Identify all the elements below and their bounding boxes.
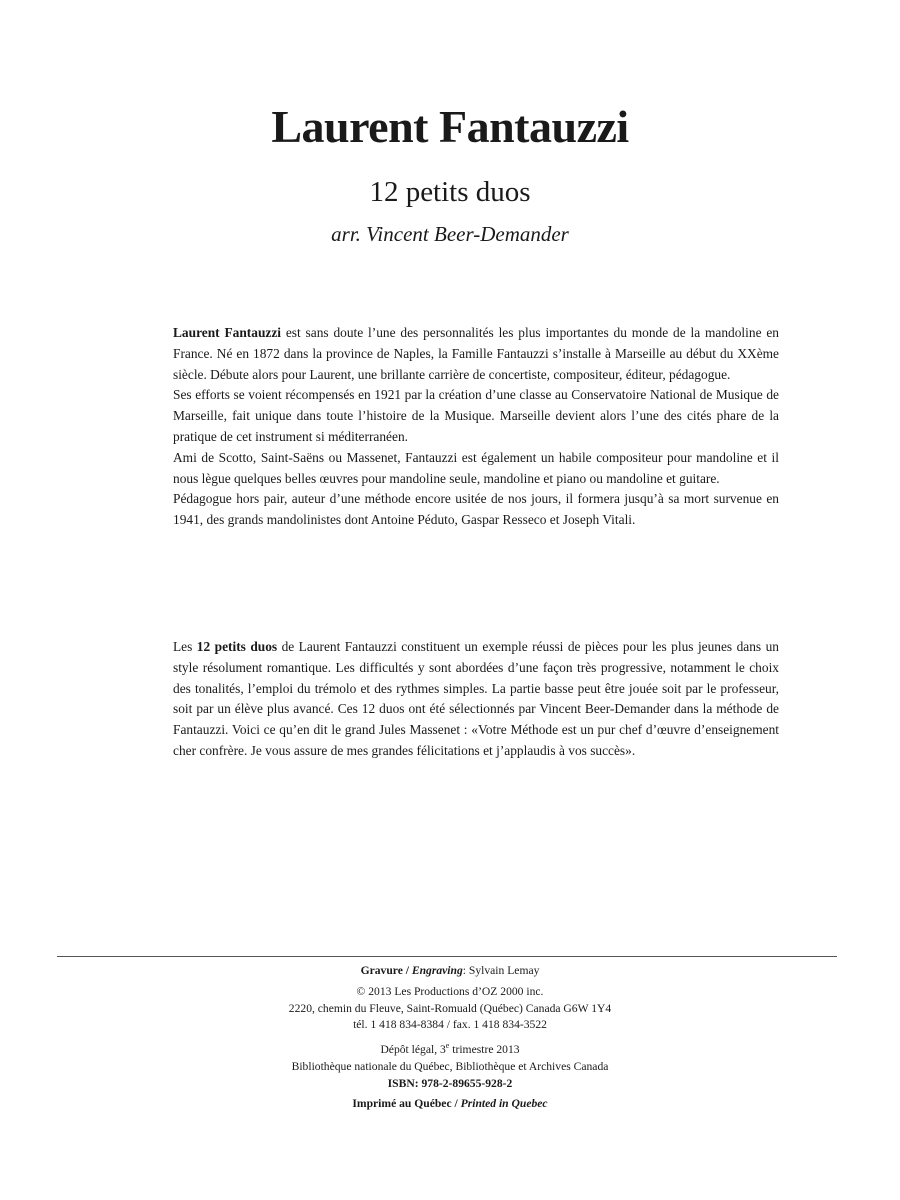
biography-paragraph-3: Ami de Scotto, Saint-Saëns ou Massenet, Fantauzzi est également un habile compositeur pour mandoline et il nous lègue quelques belles œuvres pour mandoline seule, mandoline et piano ou mandoline et guitare. (173, 449, 779, 486)
duos-description (173, 637, 779, 762)
biography-paragraph-2: Ses efforts se voient récompensés en 1921 par la création d’une classe au Conservatoire National de Musique de Marseille, fait unique dans toute l’histoire de la Musique. Marseille devient alors l’une des cités phare de la pratique de cet instrument si méditerranéen. (173, 387, 779, 444)
publisher-address: 2220, chemin du Fleuve, Saint-Romuald (Québec) Canada G6W 1Y4 (288, 1001, 612, 1015)
publisher-phone: tél. 1 418 834-8384 / fax. 1 418 834-3522 (353, 1018, 547, 1032)
biography-text-1: est sans doute l’une des personnalités les plus importantes du monde de la mandoline en France. Né en 1872 dans la province de Naples, la Famille Fantauzzi s’installe à Marseille au début du XXème siècle. Débute alors pour Laurent, une brillante carrière de concertiste, compositeur, éditeur, pédagogue. (173, 325, 779, 382)
work-subtitle: 12 petits duos (369, 176, 531, 208)
engraving-credit: Gravure / Engraving: Sylvain Lemay (360, 964, 540, 977)
printed-in: Imprimé au Québec / Printed in Quebec (352, 1097, 548, 1111)
duos-title-bold: 12 petits duos (196, 639, 278, 654)
page-title: Laurent Fantauzzi (271, 101, 629, 152)
isbn: ISBN: 978-2-89655-928-2 (387, 1076, 513, 1090)
composer-name-bold: Laurent Fantauzzi (173, 325, 281, 340)
copyright-line: © 2013 Les Productions d’OZ 2000 inc. (356, 984, 544, 998)
divider-line (57, 956, 837, 957)
duos-prefix: Les (173, 639, 197, 654)
duos-text: de Laurent Fantauzzi constituent un exemple réussi de pièces pour les plus jeunes dans un style résolument romantique. Les difficultés y sont abordées d’une façon très progressive, notamment le choix des tonalités, l’emploi du trémolo et des rythmes simples. La partie basse peut être jouée soit par le professeur, soit par un élève plus avancé. Ces 12 duos ont été sélectionnés par Vincent Beer-Demander dans la méthode de Fantauzzi. Voici ce qu’en dit le grand Jules Massenet : «Votre Méthode est un pur chef d’œuvre d’enseignement cher confrère. Je vous assure de mes grandes félicitations et j’applaudis à vos succès». (173, 639, 779, 758)
biography-section (173, 323, 779, 531)
biography-paragraph-4: Pédagogue hors pair, auteur d’une méthode encore usitée de nos jours, il formera jusqu’à sa mort survenue en 1941, des grands mandolinistes dont Antoine Péduto, Gaspar Resseco et Joseph Vitali. (173, 491, 779, 528)
colophon (0, 963, 900, 1113)
arranger-credit: arr. Vincent Beer-Demander (331, 222, 569, 246)
legal-deposit: Dépôt légal, 3e trimestre 2013 (380, 1041, 520, 1057)
libraries-line: Bibliothèque nationale du Québec, Bibliothèque et Archives Canada (291, 1059, 609, 1073)
duos-paragraph (173, 637, 779, 762)
biography-paragraph-1 (173, 323, 779, 385)
